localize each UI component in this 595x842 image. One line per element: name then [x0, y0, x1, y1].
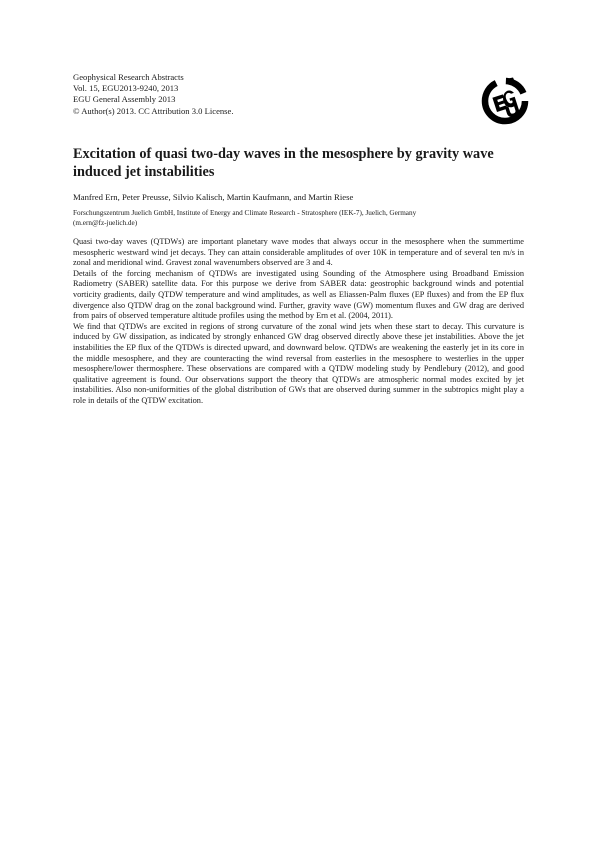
contact-email: (m.ern@fz-juelich.de)	[73, 219, 138, 228]
assembly-name: EGU General Assembly 2013	[73, 94, 176, 105]
institution: Forschungszentrum Juelich GmbH, Institute of Energy and Climate Research - Stratosphere (IEK-7), Juelich, Germany	[73, 209, 417, 217]
copyright-notice: © Author(s) 2013. CC Attribution 3.0 License.	[73, 105, 234, 116]
volume-info: Vol. 15, EGU2013-9240, 2013	[73, 83, 179, 94]
affiliation	[73, 208, 533, 229]
author-list: Manfred Ern, Peter Preusse, Silvio Kalisch, Martin Kaufmann, and Martin Riese	[73, 192, 354, 202]
egu-logo-icon	[480, 76, 530, 126]
abstract-title: Excitation of quasi two-day waves in the mesosphere by gravity wave induced jet instabilities	[73, 146, 494, 180]
paragraph: Details of the forcing mechanism of QTDWs are investigated using Sounding of the Atmosphere using Broadband Emission Radiometry (SABER) satellite data. For this purpose we derive from SABER data: geostrophic background winds and potential vorticity gradients, daily QTDW temperature and wind amplitudes, as well as Eliassen-Palm fluxes (EP fluxes) and from the EP flux divergence also QTDW drag on the zonal background wind. Further, gravity wave (GW) momentum fluxes and GW drag are derived from pairs of observed temperature altitude profiles using the method by Ern et al. (2004, 2011).	[73, 268, 524, 321]
abstract-body	[73, 237, 524, 407]
abstract-header	[73, 72, 234, 117]
paragraph: We find that QTDWs are excited in regions of strong curvature of the zonal wind jets when these start to decay. This curvature is induced by GW dissipation, as indicated by strongly enhanced GW drag observed directly above these jet instabilities. Above the jet instabilities the EP flux of the QTDWs is directed upward, and downward below. QTDWs are weakening the easterly jet in its core in the middle mesosphere, and they are counteracting the wind reversal from easterlies in the mesosphere to westerlies in the upper mesosphere/lower thermosphere. These observations are compared with a QTDW modeling study by Pendlebury (2012), and good qualitative agreement is found. Our observations support the theory that QTDWs are atmospheric normal modes excited by jet instabilities. Also non-uniformities of the global distribution of GWs that are observed during summer in the subtropics might play a role in details of the QTDW excitation.	[73, 321, 524, 405]
paragraph: Quasi two-day waves (QTDWs) are important planetary wave modes that always occur in the mesosphere when the summertime mesospheric westward wind jet decays. They can attain considerable amplitudes of over 10K in temperature and of several ten m/s in zonal and meridional wind. Gravest zonal wavenumbers observed are 3 and 4.	[73, 237, 524, 268]
journal-name: Geophysical Research Abstracts	[73, 72, 184, 82]
